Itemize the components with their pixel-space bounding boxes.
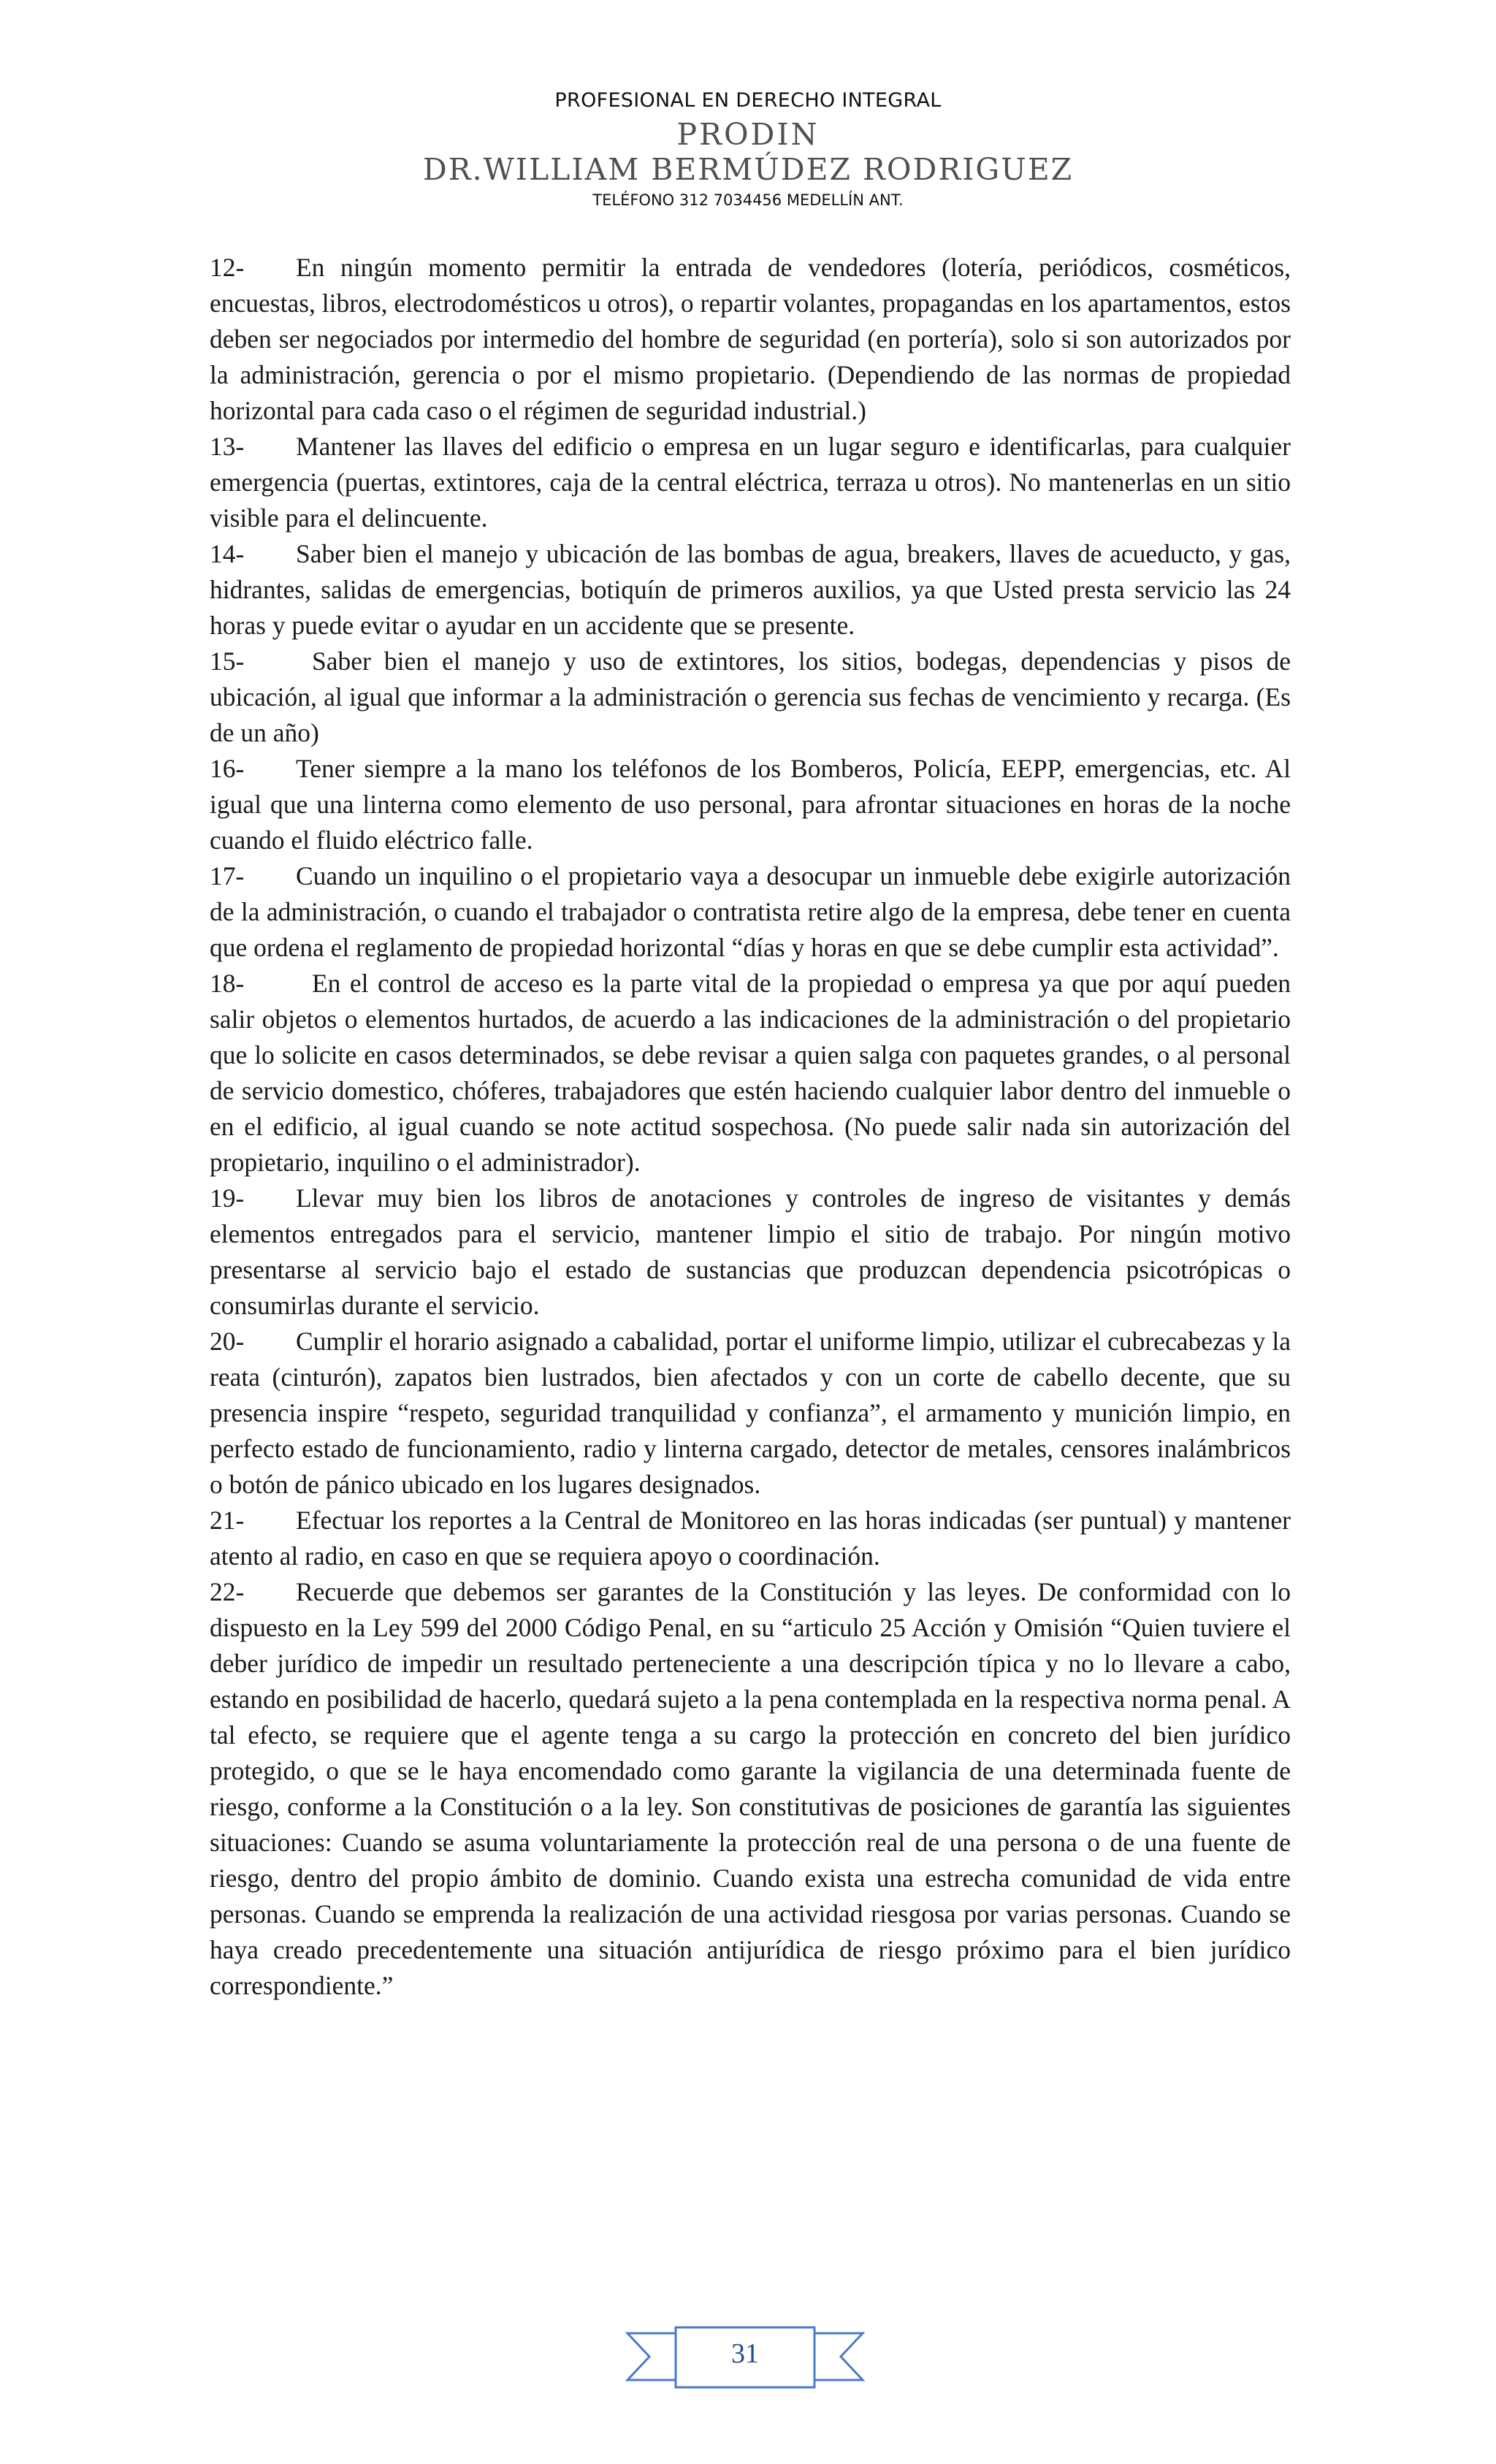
item-text: Cumplir el horario asignado a cabalidad, portar el uniforme limpio, utilizar el cubrecabezas y la reata (cinturón), zapatos bien lustrados, bien afectados y con un corte de cabello decente, que su presencia inspire “respeto, seguridad tranquilidad y confianza”, el armamento y munición limpio, en perfecto estado de funcionamiento, radio y linterna cargado, detector de metales, censores inalámbricos o botón de pánico ubicado en los lugares designados.	[210, 1327, 1291, 1499]
item-text: Recuerde que debemos ser garantes de la Constitución y las leyes. De conformidad con lo dispuesto en la Ley 599 del 2000 Código Penal, en su “articulo 25 Acción y Omisión “Quien tuviere el deber jurídico de impedir un resultado perteneciente a una descripción típica y no lo llevare a cabo, estando en posibilidad de hacerlo, quedará sujeto a la pena contemplada en la respectiva norma penal. A tal efecto, se requiere que el agente tenga a su cargo la protección en concreto del bien jurídico protegido, o que se le haya encomendado como garante la vigilancia de una determinada fuente de riesgo, conforme a la Constitución o a la ley. Son constitutivas de posiciones de garantía las siguientes situaciones: Cuando se asuma voluntariamente la protección real de una persona o de una fuente de riesgo, dentro del propio ámbito de dominio. Cuando exista una estrecha comunidad de vida entre personas. Cuando se emprenda la realización de una actividad riesgosa por varias personas. Cuando se haya creado precedentemente una situación antijurídica de riesgo próximo para el bien jurídico correspondiente.”	[210, 1577, 1291, 2000]
list-item-13	[210, 429, 1291, 536]
item-number: 15-	[210, 646, 245, 676]
item-number: 21-	[210, 1506, 245, 1535]
page-number-ribbon	[625, 2323, 866, 2390]
item-number: 22-	[210, 1577, 245, 1606]
item-number: 18-	[210, 969, 245, 998]
item-text: Mantener las llaves del edificio o empresa en un lugar seguro e identificarlas, para cualquier emergencia (puertas, extintores, caja de la central eléctrica, terraza u otros). No mantenerlas en un sitio visible para el delincuente.	[210, 432, 1291, 533]
list-item-22	[210, 1574, 1291, 2004]
list-item-16	[210, 751, 1291, 858]
item-text: En el control de acceso es la parte vital de la propiedad o empresa ya que por aquí pueden salir objetos o elementos hurtados, de acuerdo a las indicaciones de la administración o del propietario que lo solicite en casos determinados, se debe revisar a quien salga con paquetes grandes, o al personal de servicio domestico, chóferes, trabajadores que estén haciendo cualquier labor dentro del inmueble o en el edificio, al igual cuando se note actitud sospechosa. (No puede salir nada sin autorización del propietario, inquilino o el administrador).	[210, 969, 1291, 1177]
item-text: En ningún momento permitir la entrada de vendedores (lotería, periódicos, cosméticos, encuestas, libros, electrodomésticos u otros), o repartir volantes, propagandas en los apartamentos, estos deben ser negociados por intermedio del hombre de seguridad (en portería), solo si son autorizados por la administración, gerencia o por el mismo propietario. (Dependiendo de las normas de propiedad horizontal para cada caso o el régimen de seguridad industrial.)	[210, 253, 1291, 425]
list-item-12	[210, 250, 1291, 429]
item-number: 20-	[210, 1327, 245, 1356]
header-contact: TELÉFONO 312 7034456 MEDELLÍN ANT.	[592, 191, 904, 209]
header-firm-name: PRODIN	[676, 117, 820, 152]
item-text: Cuando un inquilino o el propietario vaya a desocupar un inmueble debe exigirle autorización de la administración, o cuando el trabajador o contratista retire algo de la empresa, debe tener en cuenta que ordena el reglamento de propiedad horizontal “días y horas en que se debe cumplir esta actividad”.	[210, 861, 1291, 962]
header-lawyer-name: DR.WILLIAM BERMÚDEZ RODRIGUEZ	[422, 152, 1074, 187]
item-number: 19-	[210, 1183, 245, 1213]
item-text: Efectuar los reportes a la Central de Monitoreo en las horas indicadas (ser puntual) y mantener atento al radio, en caso en que se requiera apoyo o coordinación.	[210, 1506, 1291, 1571]
item-text: Tener siempre a la mano los teléfonos de los Bomberos, Policía, EEPP, emergencias, etc. Al igual que una linterna como elemento de uso personal, para afrontar situaciones en horas de la noche cuando el fluido eléctrico falle.	[210, 754, 1291, 855]
list-item-15	[210, 644, 1291, 751]
item-number: 13-	[210, 432, 245, 461]
list-item-14	[210, 536, 1291, 644]
item-text: Llevar muy bien los libros de anotaciones y controles de ingreso de visitantes y demás elementos entregados para el servicio, mantener limpio el sitio de trabajo. Por ningún motivo presentarse al servicio bajo el estado de sustancias que produzcan dependencia psicotrópicas o consumirlas durante el servicio.	[210, 1183, 1291, 1320]
header-firm-type: PROFESIONAL EN DERECHO INTEGRAL	[554, 89, 942, 112]
item-number: 14-	[210, 539, 245, 568]
list-item-21	[210, 1503, 1291, 1574]
list-item-19	[210, 1180, 1291, 1324]
item-text: Saber bien el manejo y ubicación de las bombas de agua, breakers, llaves de acueducto, y gas, hidrantes, salidas de emergencias, botiquín de primeros auxilios, ya que Usted presta servicio las 24 horas y puede evitar o ayudar en un accidente que se presente.	[210, 539, 1291, 640]
item-text: Saber bien el manejo y uso de extintores, los sitios, bodegas, dependencias y pisos de ubicación, al igual que informar a la administración o gerencia sus fechas de vencimiento y recarga. (Es de un año)	[210, 646, 1291, 747]
list-item-18	[210, 966, 1291, 1180]
list-item-20	[210, 1324, 1291, 1503]
item-number: 16-	[210, 754, 245, 783]
item-number: 17-	[210, 861, 245, 890]
list-item-17	[210, 858, 1291, 966]
page-number: 31	[731, 2338, 759, 2369]
document-body	[210, 250, 1291, 2004]
item-number: 12-	[210, 253, 245, 282]
